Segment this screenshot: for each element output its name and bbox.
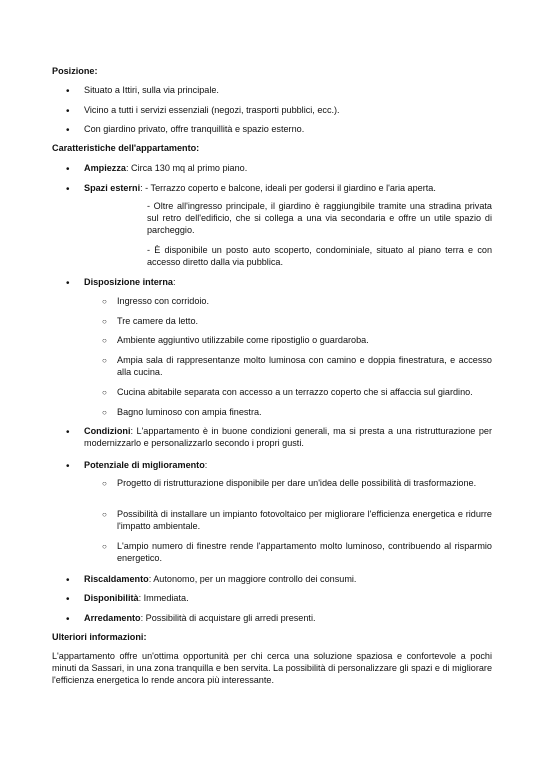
sub-list-item: ○ Cucina abitabile separata con accesso a un terrazzo coperto che si affaccia sul giardino. xyxy=(102,387,473,397)
list-item xyxy=(66,183,492,195)
sub-list-item: ○ Bagno luminoso con ampia finestra. xyxy=(102,407,262,417)
circle-bullet-icon: ○ xyxy=(102,336,107,345)
size-text: : Circa 130 mq al primo piano. xyxy=(125,163,248,173)
heading-position: Posizione: xyxy=(52,66,98,76)
bullet-icon: • xyxy=(66,125,70,136)
bullet-icon: • xyxy=(66,184,70,195)
label-availability: Disponibilità xyxy=(84,593,139,603)
more-paragraph: L'appartamento offre un'ottima opportunità per chi cerca una soluzione spaziosa e confortevole a pochi minuti da Sassari, in una zona tranquilla e ben servita. La possibilità di personalizzare gli spazi e di migliorare l'efficienza energetica lo rende ancora più interessante. xyxy=(52,651,492,685)
bullet-icon: • xyxy=(66,164,70,175)
sub-list-item: ○ Tre camere da letto. xyxy=(102,316,199,326)
sub-list-item: ○ Progetto di ristrutturazione disponibile per dare un'idea delle possibilità di trasformazione. xyxy=(102,478,477,488)
list-item: • Arredamento: Possibilità di acquistare gli arredi presenti. xyxy=(66,613,316,625)
circle-bullet-icon: ○ xyxy=(102,356,107,365)
bullet-icon: • xyxy=(66,461,70,472)
bullet-icon: • xyxy=(66,86,70,97)
circle-bullet-icon: ○ xyxy=(102,317,107,326)
sub-list-item: ○ Possibilità di installare un impianto fotovoltaico per migliorare l'efficienza energetica e ridurre l'impatto ambientale. xyxy=(102,509,492,531)
circle-bullet-icon: ○ xyxy=(102,408,107,417)
list-item xyxy=(66,105,492,117)
label-heating: Riscaldamento xyxy=(84,574,149,584)
label-furnishing: Arredamento xyxy=(84,613,141,623)
bullet-icon: • xyxy=(66,427,70,438)
label-outdoor: Spazi esterni xyxy=(84,183,141,193)
circle-bullet-icon: ○ xyxy=(102,479,107,488)
bullet-icon: • xyxy=(66,106,70,117)
sub-list-item: ○ Ambiente aggiuntivo utilizzabile come ripostiglio o guardaroba. xyxy=(102,335,369,345)
heading-features: Caratteristiche dell'appartamento: xyxy=(52,143,200,153)
label-condition: Condizioni xyxy=(84,426,131,436)
bullet-icon: • xyxy=(66,575,70,586)
label-size: Ampiezza xyxy=(84,163,126,173)
list-item-text: Situato a Ittiri, sulla via principale. xyxy=(84,85,219,95)
circle-bullet-icon: ○ xyxy=(102,542,107,551)
label-layout: Disposizione interna xyxy=(84,277,173,287)
outdoor-text: : - Terrazzo coperto e balcone, ideali per godersi il giardino e l'aria aperta. xyxy=(140,183,436,193)
sub-list-item: ○ Ampia sala di rappresentanze molto luminosa con camino e doppia finestratura, e accesso alla cucina. xyxy=(102,355,492,377)
list-item xyxy=(66,85,492,97)
outdoor-sub-paragraph: - Oltre all'ingresso principale, il giardino è raggiungibile tramite una stradina privata sul retro dell'edificio, che si collega a una via secondaria e offre un utile spazio di parcheggio. xyxy=(147,201,492,235)
list-item-text: Vicino a tutti i servizi essenziali (negozi, trasporti pubblici, ecc.). xyxy=(84,105,340,115)
list-item: • Disposizione interna: xyxy=(66,277,176,289)
sub-list-item: ○ L'ampio numero di finestre rende l'appartamento molto luminoso, contribuendo al risparmio energetico. xyxy=(102,541,492,563)
list-item xyxy=(66,124,492,136)
bullet-icon: • xyxy=(66,278,70,289)
list-item: • Potenziale di miglioramento: xyxy=(66,460,208,472)
sub-list-item: ○ Ingresso con corridoio. xyxy=(102,296,209,306)
bullet-icon: • xyxy=(66,614,70,625)
list-item: • Riscaldamento: Autonomo, per un maggiore controllo dei consumi. xyxy=(66,574,357,586)
list-item: • Disponibilità: Immediata. xyxy=(66,593,189,605)
circle-bullet-icon: ○ xyxy=(102,297,107,306)
list-item xyxy=(66,163,492,175)
list-item-text: Con giardino privato, offre tranquillità e spazio esterno. xyxy=(84,124,305,134)
list-item: • Condizioni: L'appartamento è in buone condizioni generali, ma si presta a una ristrutturazione per modernizzarlo e personalizzarlo secondo i propri gusti. xyxy=(66,426,492,448)
circle-bullet-icon: ○ xyxy=(102,510,107,519)
heading-more: Ulteriori informazioni: xyxy=(52,632,147,642)
circle-bullet-icon: ○ xyxy=(102,388,107,397)
label-potential: Potenziale di miglioramento xyxy=(84,460,205,470)
bullet-icon: • xyxy=(66,594,70,605)
outdoor-sub-paragraph: - È disponibile un posto auto scoperto, condominiale, situato al piano terra e con accesso diretto dalla via pubblica. xyxy=(147,245,492,267)
